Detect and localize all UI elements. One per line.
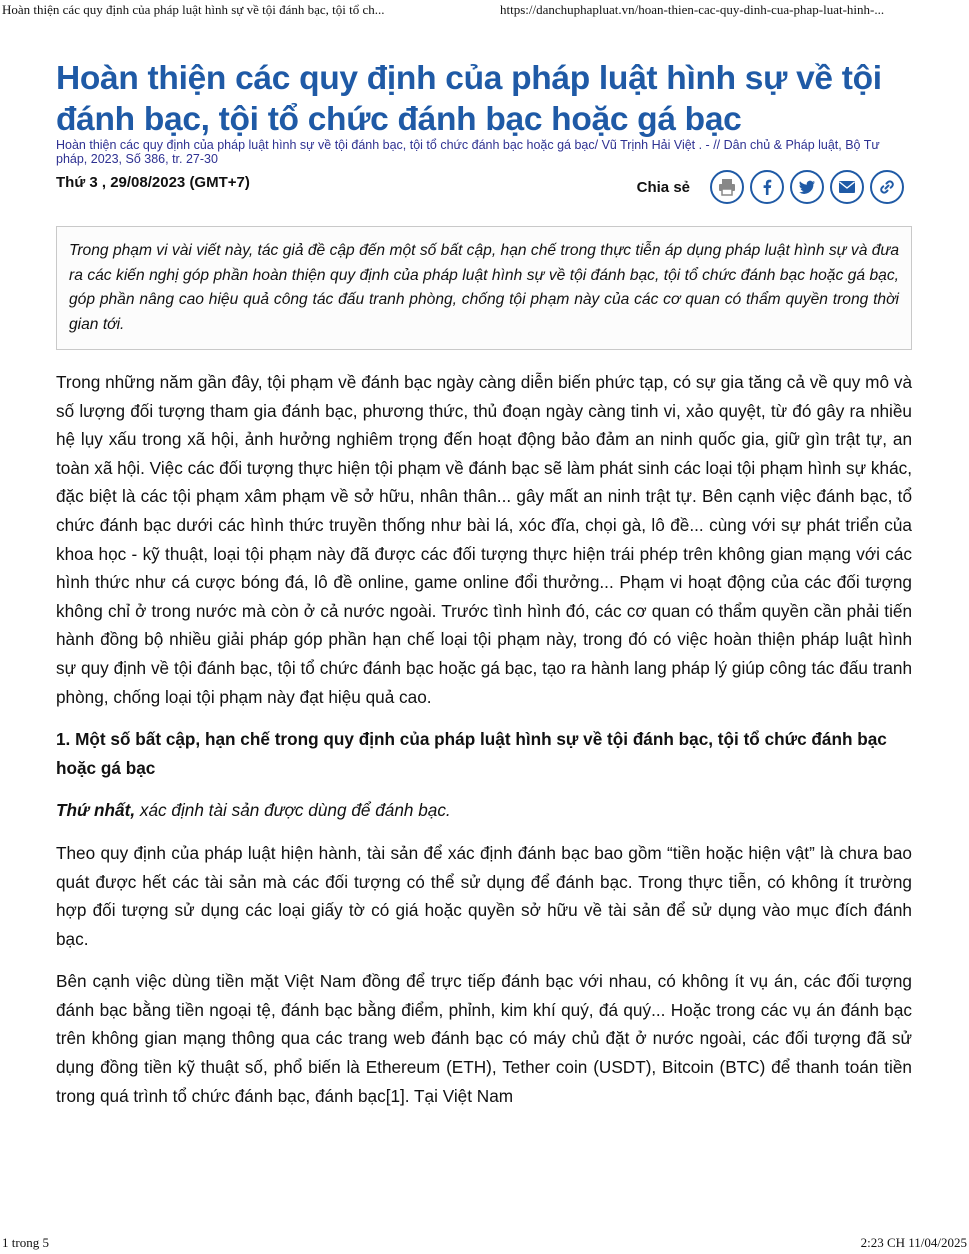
print-timestamp: 2:23 CH 11/04/2025 <box>860 1235 967 1250</box>
print-footer <box>2 1235 967 1251</box>
lead-rest: xác định tài sản được dùng để đánh bạc. <box>135 800 451 821</box>
print-header <box>2 2 967 18</box>
citation-link[interactable]: Hoàn thiện các quy định của pháp luật hình sự về tội đánh bạc, tội tổ chức đánh bạc hoặc gá bạc/ Vũ Trịnh Hải Việt . - // Dân chủ & Pháp luật, Bộ Tư pháp, 2023, Số 386, tr. 27-30 <box>56 138 880 166</box>
article <box>56 58 912 1124</box>
facebook-icon[interactable] <box>750 170 784 204</box>
article-abstract <box>56 226 912 350</box>
abstract-text: Trong phạm vi vài viết này, tác giả đề cập đến một số bất cập, hạn chế trong thực tiễn áp dụng pháp luật hình sự và đưa ra các kiến nghị góp phần hoàn thiện quy định của pháp luật hình sự về tội đánh bạc, tội tổ chức đánh bạc hoặc gá bạc, góp phần nâng cao hiệu quả công tác đấu tranh phòng, chống tội phạm này của các cơ quan có thẩm quyền trong thời gian tới. <box>69 242 899 333</box>
email-icon[interactable] <box>830 170 864 204</box>
paragraph-3: Bên cạnh việc dùng tiền mặt Việt Nam đồng để trực tiếp đánh bạc với nhau, có không ít vụ án, các đối tượng đánh bạc bằng tiền ngoại tệ, đánh bạc bằng điểm, phỉnh, kim khí quý, đá quý... Hoặc trong các vụ án đánh bạc trên không gian mạng thông qua các trang web đánh bạc có máy chủ đặt ở nước ngoài, các đối tượng đã sử dụng đồng tiền kỹ thuật số, phổ biến là Ethereum (ETH), Tether coin (USDT), Bitcoin (BTC) để thanh toán tiền trong quá trình tổ chức đánh bạc, đánh bạc[1]. Tại Việt Nam <box>56 971 912 1106</box>
share-bar <box>637 170 904 204</box>
print-header-title: Hoàn thiện các quy định của pháp luật hình sự về tội đánh bạc, tội tổ ch... <box>2 2 385 17</box>
print-header-url: https://danchuphapluat.vn/hoan-thien-cac-quy-dinh-cua-phap-luat-hinh-... <box>500 2 885 17</box>
page-count: 1 trong 5 <box>2 1235 49 1250</box>
link-icon[interactable] <box>870 170 904 204</box>
article-body <box>56 368 912 1110</box>
print-icon[interactable] <box>710 170 744 204</box>
paragraph-1: Trong những năm gần đây, tội phạm về đánh bạc ngày càng diễn biến phức tạp, có sự gia tăng cả về quy mô và số lượng đối tượng tham gia đánh bạc, phương thức, thủ đoạn ngày càng tinh vi, xảo quyệt, từ đó gây ra nhiều hệ lụy xấu trong xã hội, ảnh hưởng nghiêm trọng đến hoạt động bảo đảm an ninh quốc gia, giữ gìn trật tự, an toàn xã hội. Việc các đối tượng thực hiện tội phạm về đánh bạc sẽ làm phát sinh các loại tội phạm hình sự khác, đặc biệt là các tội phạm xâm phạm về sở hữu, nhân thân... gây mất an ninh trật tự. Bên cạnh việc đánh bạc, tổ chức đánh bạc dưới các hình thức truyền thống như bài lá, xóc đĩa, chọi gà, lô đề... cùng với sự phát triển của khoa học - kỹ thuật, loại tội phạm này đã được các đối tượng thực hiện trái phép trên không gian mạng với các hình thức như cá cược bóng đá, lô đề online, game online đổi thưởng... Phạm vi hoạt động của các đối tượng không chỉ ở trong nước mà còn ở cả nước ngoài. Trước tình hình đó, các cơ quan có thẩm quyền cần phải tiến hành đồng bộ nhiều giải pháp góp phần hạn chế loại tội phạm này, trong đó có việc hoàn thiện pháp luật hình sự quy định về tội đánh bạc, tội tổ chức đánh bạc hoặc gá bạc, tạo ra hành lang pháp lý giúp công tác đấu tranh phòng, chống loại tội phạm này đạt hiệu quả cao. <box>56 372 912 707</box>
lead-line <box>56 796 912 825</box>
section-heading: 1. Một số bất cập, hạn chế trong quy định của pháp luật hình sự về tội đánh bạc, tội tổ chức đánh bạc hoặc gá bạc <box>56 729 887 778</box>
lead-bold: Thứ nhất, <box>56 800 136 821</box>
twitter-icon[interactable] <box>790 170 824 204</box>
paragraph-2: Theo quy định của pháp luật hiện hành, tài sản để xác định đánh bạc bao gồm “tiền hoặc hiện vật” là chưa bao quát được hết các tài sản mà các đối tượng có thể sử dụng để đánh bạc. Trong thực tiễn, có không ít trường hợp đối tượng sử dụng các loại giấy tờ có giá hoặc quyền sở hữu về tài sản để sử dụng vào mục đích đánh bạc. <box>56 842 912 949</box>
publish-date: Thứ 3 , 29/08/2023 (GMT+7) <box>56 174 250 191</box>
page-title: Hoàn thiện các quy định của pháp luật hình sự về tội đánh bạc, tội tổ chức đánh bạc hoặc gá bạc <box>56 60 882 138</box>
meta-row <box>56 170 912 210</box>
share-label: Chia sẻ <box>636 178 690 196</box>
